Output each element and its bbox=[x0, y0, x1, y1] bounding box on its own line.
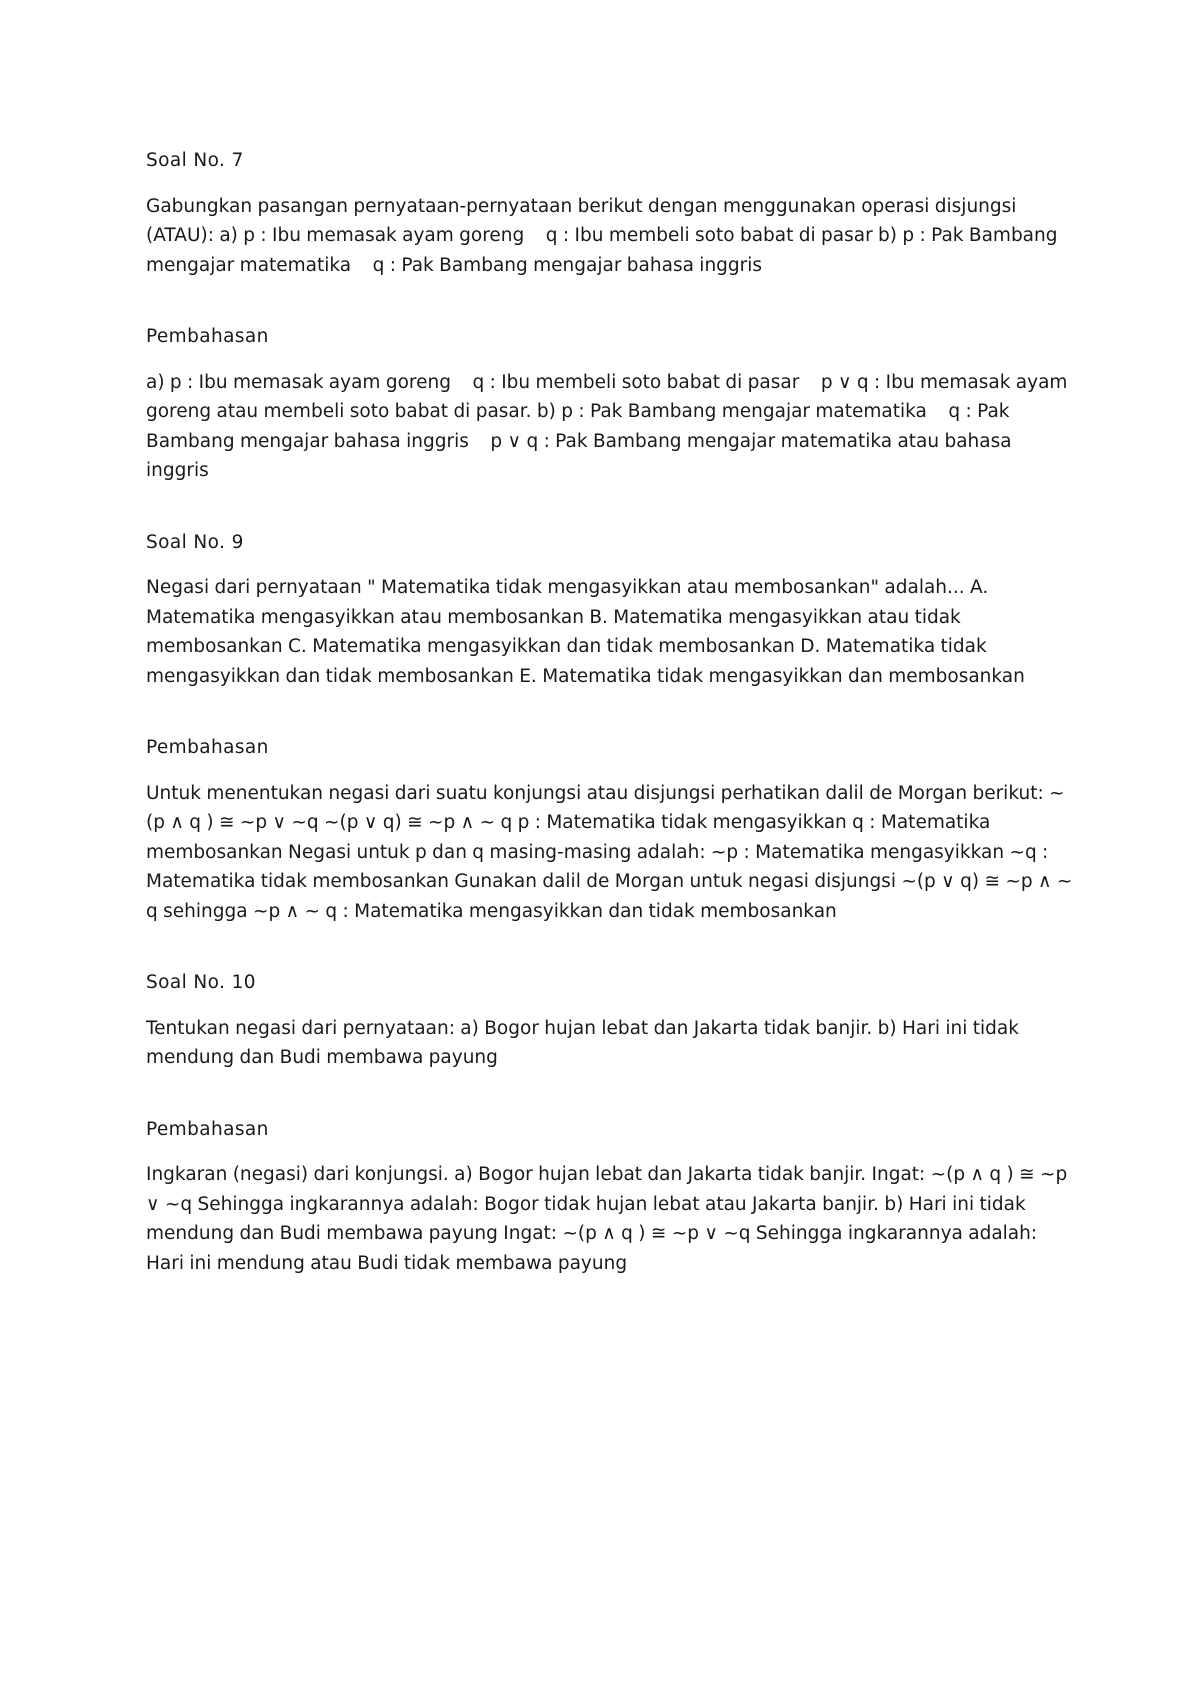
section-heading: Soal No. 9 bbox=[146, 531, 244, 553]
section-paragraph: Untuk menentukan negasi dari suatu konjungsi atau disjungsi perhatikan dalil de Morgan berikut: ~(p ∧ q ) ≅ ~p ∨ ~q ~(p ∨ q) ≅ ~p ∧ ~ q p : Matematika tidak mengasyikkan q : Matematika membosankan Negasi untuk p dan q masing-masing adalah: ~p : Matematika mengasyikkan ~q : Matematika tidak membosankan Gunakan dalil de Morgan untuk negasi disjungsi ~(p ∨ q) ≅ ~p ∧ ~ q sehingga ~p ∧ ~ q : Matematika mengasyikkan dan tidak membosankan bbox=[146, 782, 1073, 922]
section-paragraph: Negasi dari pernyataan " Matematika tidak mengasyikkan atau membosankan" adalah... A. Matematika mengasyikkan atau membosankan B. Matematika mengasyikkan atau tidak membosankan C. Matematika mengasyikkan dan tidak membosankan D. Matematika tidak mengasyikkan dan tidak membosankan E. Matematika tidak mengasyikkan dan membosankan bbox=[146, 577, 1025, 687]
section-paragraph: Ingkaran (negasi) dari konjungsi. a) Bogor hujan lebat dan Jakarta tidak banjir. Ingat: ~(p ∧ q ) ≅ ~p ∨ ~q Sehingga ingkarannya adalah: Bogor tidak hujan lebat atau Jakarta banjir. b) Hari ini tidak mendung dan Budi membawa payung Ingat: ~(p ∧ q ) ≅ ~p ∨ ~q Sehingga ingkarannya adalah: Hari ini mendung atau Budi tidak membawa payung bbox=[146, 1164, 1068, 1274]
section-heading: Pembahasan bbox=[146, 326, 269, 347]
section-heading: Soal No. 7 bbox=[146, 150, 244, 171]
section-paragraph: Tentukan negasi dari pernyataan: a) Bogor hujan lebat dan Jakarta tidak banjir. b) Hari ini tidak mendung dan Budi membawa payung bbox=[146, 1017, 1019, 1068]
section-paragraph: Gabungkan pasangan pernyataan-pernyataan berikut dengan menggunakan operasi disjungsi (ATAU): a) p : Ibu memasak ayam goreng q : Ibu membeli soto babat di pasar b) p : Pak Bambang mengajar matematika q : Pak Bambang mengajar bahasa inggris bbox=[146, 195, 1063, 276]
section-heading: Pembahasan bbox=[146, 1118, 269, 1140]
section-heading: Soal No. 10 bbox=[146, 972, 256, 993]
document-body bbox=[146, 146, 1076, 1278]
section-paragraph: a) p : Ibu memasak ayam goreng q : Ibu membeli soto babat di pasar p ∨ q : Ibu memasak ayam goreng atau membeli soto babat di pasar. b) p : Pak Bambang mengajar matematika q : Pak Bambang mengajar bahasa inggris p ∨ q : Pak Bambang mengajar matematika atau bahasa inggris bbox=[146, 371, 1073, 481]
section-heading: Pembahasan bbox=[146, 737, 269, 758]
